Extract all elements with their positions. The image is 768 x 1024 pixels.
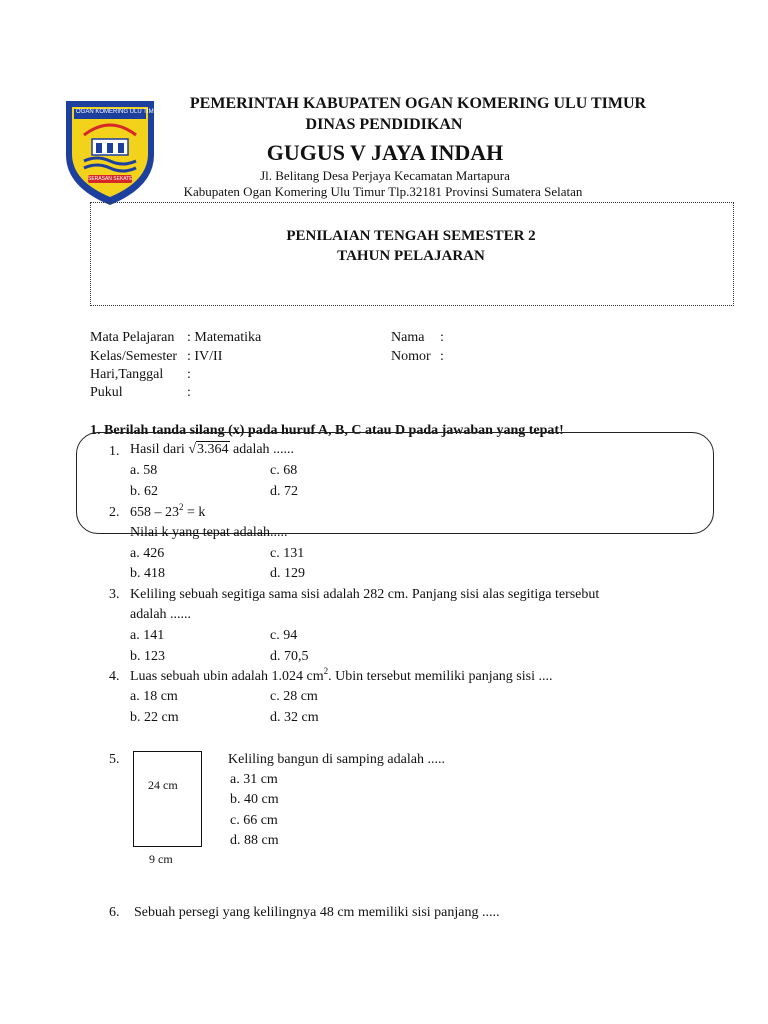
q2-number: 2. <box>109 505 120 520</box>
q1-radicand: 3.364 <box>197 442 229 457</box>
title-line1: PENILAIAN TENGAH SEMESTER 2 <box>286 228 536 244</box>
q3-option-b[interactable]: b. 123 <box>130 649 165 664</box>
logo-top-text: OGAN KOMERING ULU TIMUR <box>76 109 163 115</box>
class-label: Kelas/Semester <box>90 349 178 364</box>
q5-option-c[interactable]: c. 66 cm <box>230 813 278 828</box>
q3-option-d[interactable]: d. 70,5 <box>270 649 309 664</box>
q3-option-a[interactable]: a. 141 <box>130 628 165 643</box>
q2-expr-pre: 658 – 23 <box>130 505 179 520</box>
q2-expression <box>130 502 206 521</box>
q5-width-label: 9 cm <box>149 852 173 866</box>
header-government: PEMERINTAH KABUPATEN OGAN KOMERING ULU TIMUR <box>189 95 647 112</box>
subject-value: : Matematika <box>187 330 262 345</box>
q5-number: 5. <box>109 752 120 767</box>
number-label: Nomor <box>391 349 431 364</box>
q2-expr-post: = k <box>183 505 206 520</box>
date-label: Hari,Tanggal <box>90 367 164 382</box>
q4-pre: Luas sebuah ubin adalah 1.024 cm <box>130 669 324 684</box>
header-address2: Kabupaten Ogan Komering Ulu Timur Tlp.32181 Provinsi Sumatera Selatan <box>183 184 583 199</box>
date-value: : <box>187 367 191 382</box>
q1-pre: Hasil dari <box>130 442 185 457</box>
q6-text: Sebuah persegi yang kelilingnya 48 cm memiliki sisi panjang ..... <box>134 905 500 920</box>
title-line2: TAHUN PELAJARAN <box>337 248 485 264</box>
q3-line2: adalah ...... <box>130 607 192 622</box>
q2-line2: Nilai k yang tepat adalah..... <box>130 525 288 540</box>
time-label: Pukul <box>90 385 123 400</box>
q2-option-d[interactable]: d. 129 <box>270 566 305 581</box>
header-department: DINAS PENDIDIKAN <box>305 116 463 133</box>
q1-number: 1. <box>109 444 120 459</box>
q4-stem <box>130 666 553 685</box>
q4-exponent: 2 <box>323 666 329 676</box>
q4-number: 4. <box>109 669 120 684</box>
q4-option-a[interactable]: a. 18 cm <box>130 689 178 704</box>
q2-exponent: 2 <box>179 502 184 512</box>
q4-option-b[interactable]: b. 22 cm <box>130 710 179 725</box>
q5-option-a[interactable]: a. 31 cm <box>230 772 278 787</box>
q3-option-c[interactable]: c. 94 <box>270 628 298 643</box>
square-root-symbol: √3.364 <box>188 442 229 457</box>
q3-line1: Keliling sebuah segitiga sama sisi adalah 282 cm. Panjang sisi alas segitiga tersebut <box>130 587 600 602</box>
header-school: GUGUS V JAYA INDAH <box>266 140 504 165</box>
q5-height-label: 24 cm <box>148 778 178 792</box>
q1-stem <box>130 442 294 458</box>
subject-label: Mata Pelajaran <box>90 330 175 345</box>
q5-rectangle-figure <box>133 751 202 847</box>
q2-option-a[interactable]: a. 426 <box>130 546 165 561</box>
q1-option-b[interactable]: b. 62 <box>130 484 158 499</box>
name-label: Nama <box>391 330 425 345</box>
q1-post: adalah ...... <box>233 442 295 457</box>
time-value: : <box>187 385 191 400</box>
q6-number: 6. <box>109 905 120 920</box>
header-address1: Jl. Belitang Desa Perjaya Kecamatan Martapura <box>260 168 510 183</box>
q3-number: 3. <box>109 587 120 602</box>
q5-option-b[interactable]: b. 40 cm <box>230 792 279 807</box>
q1-option-a[interactable]: a. 58 <box>130 463 158 478</box>
q4-option-d[interactable]: d. 32 cm <box>270 710 319 725</box>
logo-bottom-text: SERASAN SEKATE <box>88 176 133 182</box>
q5-text: Keliling bangun di samping adalah ..... <box>228 752 445 767</box>
q5-option-d[interactable]: d. 88 cm <box>230 833 279 848</box>
name-value: : <box>440 330 444 345</box>
q4-option-c[interactable]: c. 28 cm <box>270 689 318 704</box>
q1-option-c[interactable]: c. 68 <box>270 463 298 478</box>
q1-option-d[interactable]: d. 72 <box>270 484 298 499</box>
q2-option-b[interactable]: b. 418 <box>130 566 165 581</box>
q2-option-c[interactable]: c. 131 <box>270 546 305 561</box>
number-value: : <box>440 349 444 364</box>
instruction: 1. Berilah tanda silang (x) pada huruf A, B, C atau D pada jawaban yang tepat! <box>90 423 564 438</box>
q4-post: . Ubin tersebut memiliki panjang sisi .... <box>328 669 553 684</box>
class-value: : IV/II <box>187 349 223 364</box>
